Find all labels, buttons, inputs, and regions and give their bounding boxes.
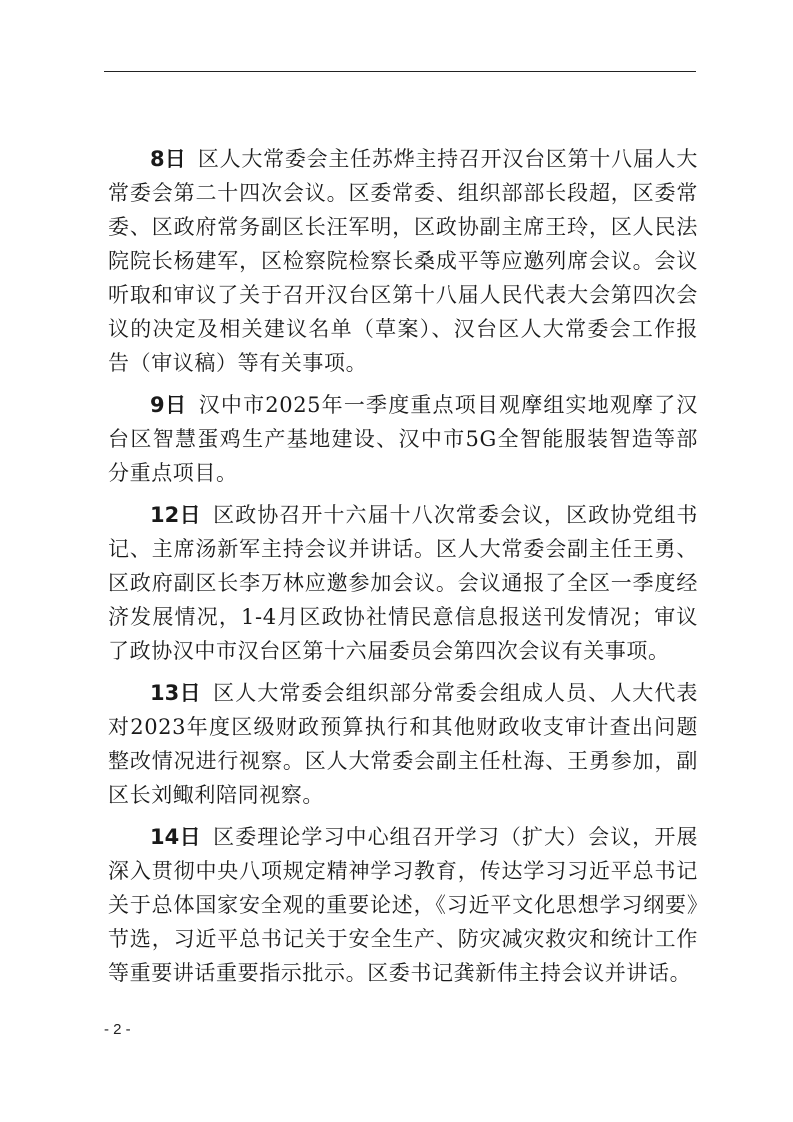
entry-day-label: 12日 [150,503,202,527]
entry-day-9 [108,388,698,490]
page-number: - 2 - [104,1021,131,1038]
entry-day-12 [108,498,698,668]
entry-day-label: 13日 [150,681,202,705]
entry-day-label: 9日 [150,393,187,417]
document-body [108,142,698,998]
entry-day-13 [108,676,698,812]
header-rule [104,71,696,72]
entry-day-14 [108,820,698,990]
entry-day-label: 14日 [150,825,202,849]
entry-text: 区人大常委会组织部分常委会组成人员、人大代表对2023年度区级财政预算执行和其他财政收支审计查出问题整改情况进行视察。区人大常委会副主任杜海、王勇参加，副区长刘鲰利陪同视察。 [108,681,698,807]
entry-text: 区人大常委会主任苏烨主持召开汉台区第十八届人大常委会第二十四次会议。区委常委、组织部部长段超，区委常委、区政府常务副区长汪军明，区政协副主席王玲，区人民法院院长杨建军，区检察院检察长桑成平等应邀列席会议。会议听取和审议了关于召开汉台区第十八届人民代表大会第四次会议的决定及相关建议名单（草案）、汉台区人大常委会工作报告（审议稿）等有关事项。 [108,147,698,375]
entry-text: 汉中市2025年一季度重点项目观摩组实地观摩了汉台区智慧蛋鸡生产基地建设、汉中市5G全智能服装智造等部分重点项目。 [108,393,698,485]
entry-day-8 [108,142,698,380]
entry-text: 区政协召开十六届十八次常委会议，区政协党组书记、主席汤新军主持会议并讲话。区人大常委会副主任王勇、区政府副区长李万林应邀参加会议。会议通报了全区一季度经济发展情况，1-4月区政协社情民意信息报送刊发情况；审议了政协汉中市汉台区第十六届委员会第四次会议有关事项。 [108,503,698,663]
entry-day-label: 8日 [150,147,186,171]
entry-text: 区委理论学习中心组召开学习（扩大）会议，开展深入贯彻中央八项规定精神学习教育，传达学习习近平总书记关于总体国家安全观的重要论述，《习近平文化思想学习纲要》节选，习近平总书记关于安全生产、防灾减灾救灾和统计工作等重要讲话重要指示批示。区委书记龚新伟主持会议并讲话。 [108,825,698,985]
